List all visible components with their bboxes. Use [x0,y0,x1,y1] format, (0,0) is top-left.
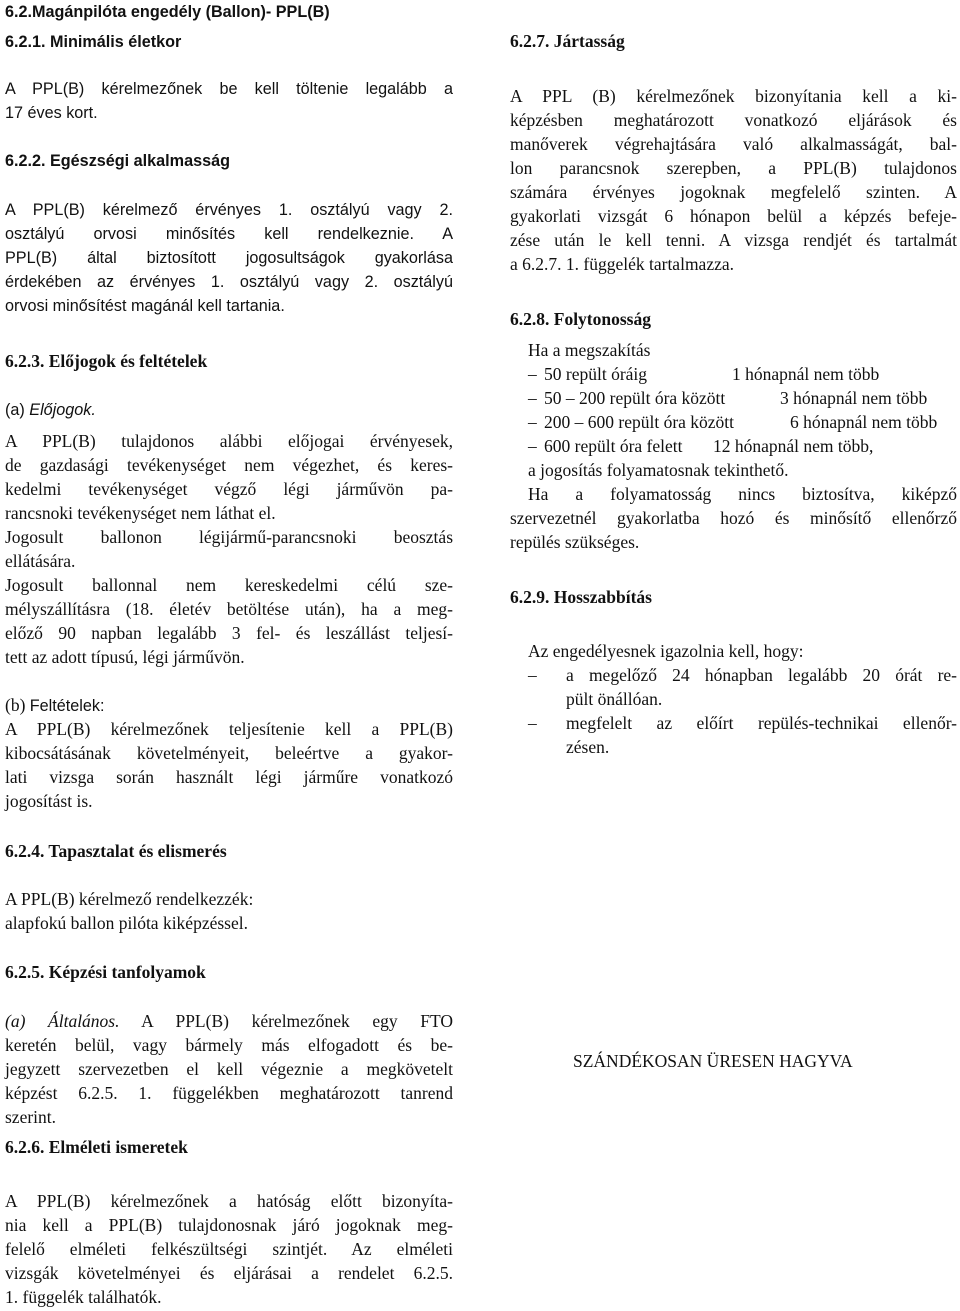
paragraph-line: tett az adott típusú, légi járművön. [5,647,245,667]
paragraph-line: előző 90 napban legalább 3 fel- és leszállást teljesí- [5,623,453,643]
continuity-hours: 50 – 200 repült óra között [544,388,726,408]
dash-icon: – [528,436,537,456]
paragraph-line: gyakorlati vizsgát 6 hónapon belül a képzés befeje- [510,206,957,226]
renewal-item-line: a megelőző 24 hónapban legalább 20 órát re- [566,665,957,685]
paragraph-line: kedelmi tevékenységet végző légi járművön pa- [5,479,453,499]
paragraph-line: A PPL(B) kérelmező érvényes 1. osztályú vagy 2. [5,201,453,219]
section-6-2-1-title: 6.2.1. Minimális életkor [5,33,182,51]
paragraph-line: A PPL(B) kérelmezőnek a hatóság előtt bizonyíta- [5,1191,453,1211]
subsection-a-label: Előjogok. [29,401,96,419]
subsection-b-label: Feltételek: [29,697,105,715]
dash-icon: – [528,388,537,408]
paragraph-line: manőverek végrehajtására való alkalmasságát, bal- [510,134,957,154]
paragraph-line: A PPL(B) kérelmező rendelkezzék: [5,889,254,909]
paragraph-line: ellátására. [5,551,76,571]
renewal-intro: Az engedélyesnek igazolnia kell, hogy: [528,641,804,661]
paragraph-line: 1. függelék találhatók. [5,1287,162,1307]
continuity-limit: 3 hónapnál nem több [780,388,928,408]
section-6-2-4-title: 6.2.4. Tapasztalat és elismerés [5,841,227,861]
continuity-conclusion: a jogosítás folyamatosnak tekinthető. [528,460,789,480]
section-6-2-6-title: 6.2.6. Elméleti ismeretek [5,1137,188,1157]
paragraph-line: a 6.2.7. 1. függelék tartalmazza. [510,254,734,274]
paragraph-line: mélyszállításra (18. életév betöltése után), ha a meg- [5,599,453,619]
paragraph-line: A PPL (B) kérelmezőnek bizonyítania kell a ki- [510,86,957,106]
paragraph-line: de gazdasági tevékenységet nem végezhet, és keres- [5,455,453,475]
paragraph-line: (a) Általános. A PPL(B) kérelmezőnek egy FTO [5,1011,453,1031]
paragraph-line: számára érvényes jogoknak megfelelő szinten. A [510,182,957,202]
section-6-2-5-title: 6.2.5. Képzési tanfolyamok [5,962,206,982]
paragraph-line: Jogosult ballonon légijármű-parancsnoki beosztás [5,527,453,547]
paragraph-line: osztályú orvosi minősítés kell rendelkeznie. A [5,225,453,243]
paragraph-line: rancsnoki tevékenységet nem láthat el. [5,503,276,523]
paragraph-line: Ha a folyamatosság nincs biztosítva, kiképző [528,484,957,504]
paragraph-line: keretén belül, vagy bármely más elfogadott és be- [5,1035,453,1055]
section-6-2-5-label: (a) Általános. [5,1011,120,1031]
section-6-2-9-title: 6.2.9. Hosszabbítás [510,587,652,607]
paragraph-line: orvosi minősítést magánál kell tartania. [5,297,285,315]
paragraph-line: jogosítást is. [5,791,93,811]
paragraph-line: zése után le kell tenni. A vizsga rendjét és tartalmát [510,230,957,250]
continuity-intro: Ha a megszakítás [528,340,651,360]
paragraph-line: lon parancsnok szerepben, a PPL(B) tulajdonos [510,158,957,178]
continuity-hours: 600 repült óra felett [544,436,683,456]
paragraph-line: lati vizsga során használt légi járműre vonatkozó [5,767,453,787]
subsection-b-heading: (b) Feltételek: [5,695,105,715]
dash-icon: – [528,412,537,432]
renewal-item-line: pült önállóan. [566,689,663,709]
paragraph-line: képzésben meghatározott vonatkozó eljárások és [510,110,957,130]
paragraph-line: vizsgák követelményei és eljárásai a rendelet 6.2.5. [5,1263,453,1283]
paragraph-line: A PPL(B) tulajdonos alábbi előjogai érvényesek, [5,431,453,451]
renewal-item-line: megfelelt az előírt repülés-technikai ellenőr- [566,713,957,733]
paragraph-line: PPL(B) által biztosított jogosultságok gyakorlása [5,249,453,267]
paragraph-line: nia kell a PPL(B) tulajdonosnak járó jogoknak meg- [5,1215,453,1235]
continuity-limit: 1 hónapnál nem több [732,364,880,384]
paragraph-line: Jogosult ballonnal nem kereskedelmi célú sze- [5,575,453,595]
continuity-hours: 50 repült óráig [544,364,648,384]
paragraph-line: 17 éves kort. [5,104,98,122]
paragraph-line: felelő elméleti felkészültségi szintjét. Az elméleti [5,1239,453,1259]
section-6-2-7-title: 6.2.7. Jártasság [510,31,625,51]
blank-page-notice: SZÁNDÉKOSAN ÜRESEN HAGYVA [573,1051,853,1071]
section-6-2-title: 6.2.Magánpilóta engedély (Ballon)- PPL(B) [5,3,330,21]
paragraph-line: A PPL(B) kérelmezőnek teljesítenie kell a PPL(B) [5,719,453,739]
paragraph-line: szervezetnél gyakorlatba hozó és minősítő ellenőrző [510,508,957,528]
section-6-2-2-title: 6.2.2. Egészségi alkalmasság [5,152,230,170]
paragraph-line: A PPL(B) kérelmezőnek be kell töltenie legalább a [5,80,453,98]
section-6-2-3-title: 6.2.3. Előjogok és feltételek [5,351,208,371]
continuity-hours: 200 – 600 repült óra között [544,412,735,432]
paragraph-line: kibocsátásának követelményeit, beleértve a gyakor- [5,743,453,763]
dash-icon: – [528,364,537,384]
paragraph-line: szerint. [5,1107,57,1127]
dash-icon: – [528,713,537,733]
continuity-limit: 6 hónapnál nem több [790,412,938,432]
renewal-item-line: zésen. [566,737,610,757]
paragraph-line: képzést 6.2.5. 1. függelékben meghatározott tanrend [5,1083,453,1103]
paragraph-line: repülés szükséges. [510,532,640,552]
dash-icon: – [528,665,537,685]
continuity-limit: 12 hónapnál nem több, [713,436,874,456]
subsection-a-heading: (a) Előjogok. [5,401,96,419]
paragraph-line: érdekében az érvényes 1. osztályú vagy 2. osztályú [5,273,453,291]
paragraph-line: alapfokú ballon pilóta kiképzéssel. [5,913,248,933]
paragraph-line: jegyzett szervezetben el kell végeznie a megkövetelt [5,1059,453,1079]
section-6-2-8-title: 6.2.8. Folytonosság [510,309,651,329]
